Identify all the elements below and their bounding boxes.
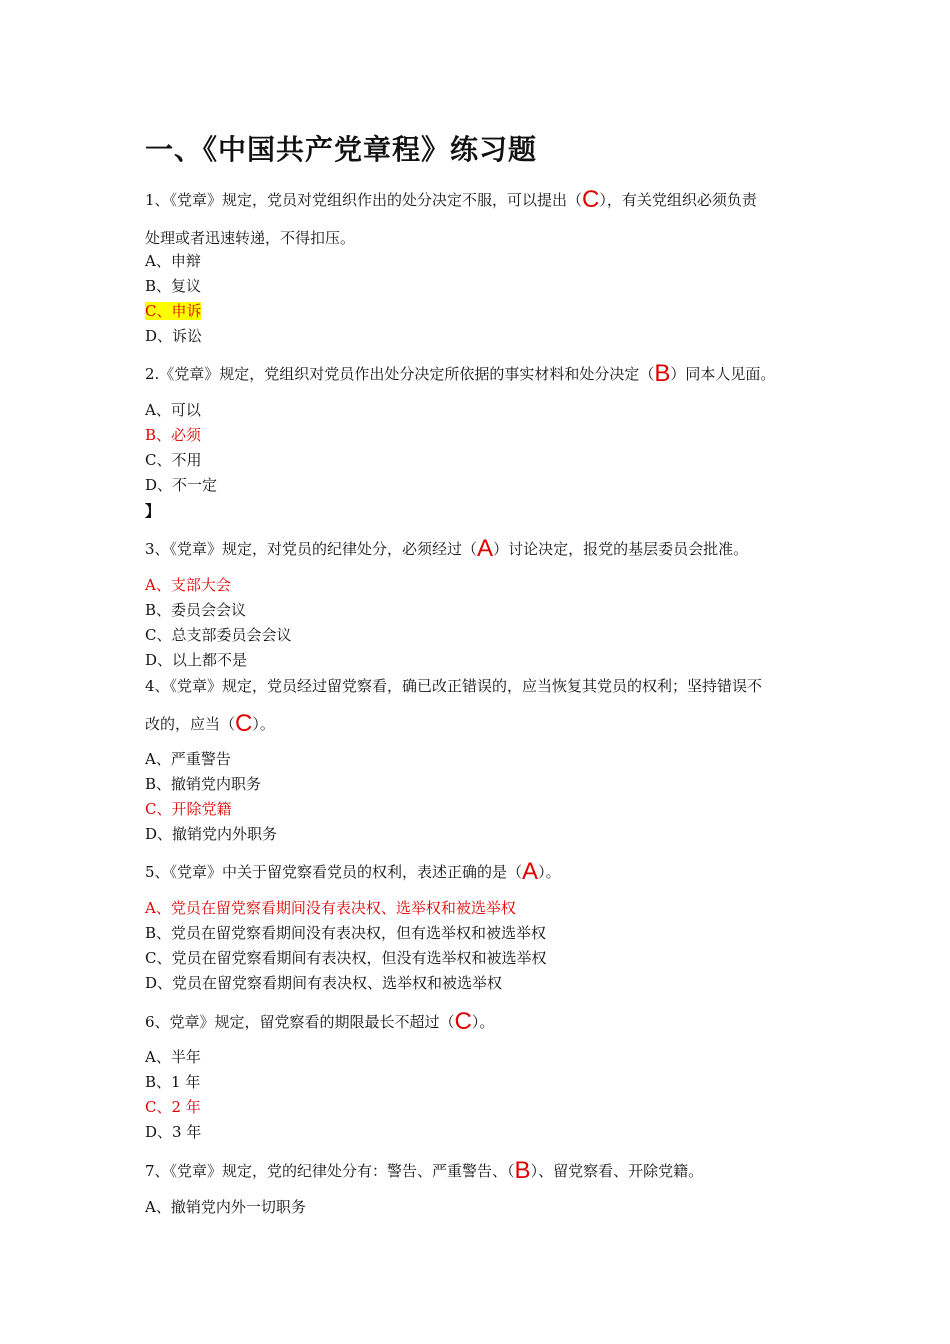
option-correct: C、申诉 (145, 302, 202, 320)
option: B、1 年 (145, 1073, 201, 1091)
answer-mark: B (654, 360, 671, 387)
question-3-stem: 3、《党章》规定，对党员的纪律处分，必须经过（A）讨论决定，报党的基层委员会批准。 (145, 535, 749, 562)
option-correct: B、必须 (145, 426, 202, 444)
option: B、复议 (145, 277, 202, 295)
answer-mark: C (235, 710, 253, 737)
question-1-stem-cont: 处理或者迅速转递，不得扣压。 (145, 229, 356, 247)
option: C、总支部委员会会议 (145, 626, 292, 644)
option: D、党员在留党察看期间有表决权、选举权和被选举权 (145, 974, 503, 992)
option: A、严重警告 (145, 750, 231, 768)
option: D、撤销党内外职务 (145, 825, 278, 843)
question-2-stem: 2.《党章》规定，党组织对党员作出处分决定所依据的事实材料和处分决定（B）同本人见面。 (145, 360, 776, 387)
option: B、党员在留党察看期间没有表决权，但有选举权和被选举权 (145, 924, 547, 942)
option: D、3 年 (145, 1123, 202, 1141)
question-4-stem: 4、《党章》规定，党员经过留党察看，确已改正错误的，应当恢复其党员的权利；坚持错误不 (145, 677, 763, 695)
answer-mark: C (582, 186, 600, 213)
option: B、委员会会议 (145, 601, 247, 619)
answer-mark: A (477, 535, 494, 562)
option: D、不一定 (145, 476, 218, 494)
option: C、不用 (145, 451, 202, 469)
question-4-stem-cont: 改的，应当（C）。 (145, 710, 275, 737)
option: D、以上都不是 (145, 651, 248, 669)
option: A、可以 (145, 401, 201, 419)
question-6-stem: 6、党章》规定，留党察看的期限最长不超过（C）。 (145, 1008, 495, 1035)
option-correct: A、支部大会 (145, 576, 231, 594)
option: A、申辩 (145, 252, 201, 270)
answer-mark: A (522, 858, 539, 885)
option: B、撤销党内职务 (145, 775, 262, 793)
option-correct: A、党员在留党察看期间没有表决权、选举权和被选举权 (145, 899, 516, 917)
option-correct: C、2 年 (145, 1098, 201, 1116)
question-7-stem: 7、《党章》规定，党的纪律处分有：警告、严重警告、（B）、留党察看、开除党籍。 (145, 1157, 704, 1184)
option: A、半年 (145, 1048, 201, 1066)
stray-bracket: 】 (145, 502, 161, 520)
option: D、诉讼 (145, 327, 203, 345)
option-correct: C、开除党籍 (145, 800, 232, 818)
answer-mark: B (514, 1157, 531, 1184)
answer-mark: C (454, 1008, 472, 1035)
option: C、党员在留党察看期间有表决权，但没有选举权和被选举权 (145, 949, 547, 967)
question-5-stem: 5、《党章》中关于留党察看党员的权利，表述正确的是（A）。 (145, 858, 561, 885)
option: A、撤销党内外一切职务 (145, 1198, 306, 1216)
page-title: 一、《中国共产党章程》练习题 (145, 133, 538, 166)
question-1-stem: 1、《党章》规定，党员对党组织作出的处分决定不服，可以提出（C），有关党组织必须负责 (145, 186, 757, 213)
